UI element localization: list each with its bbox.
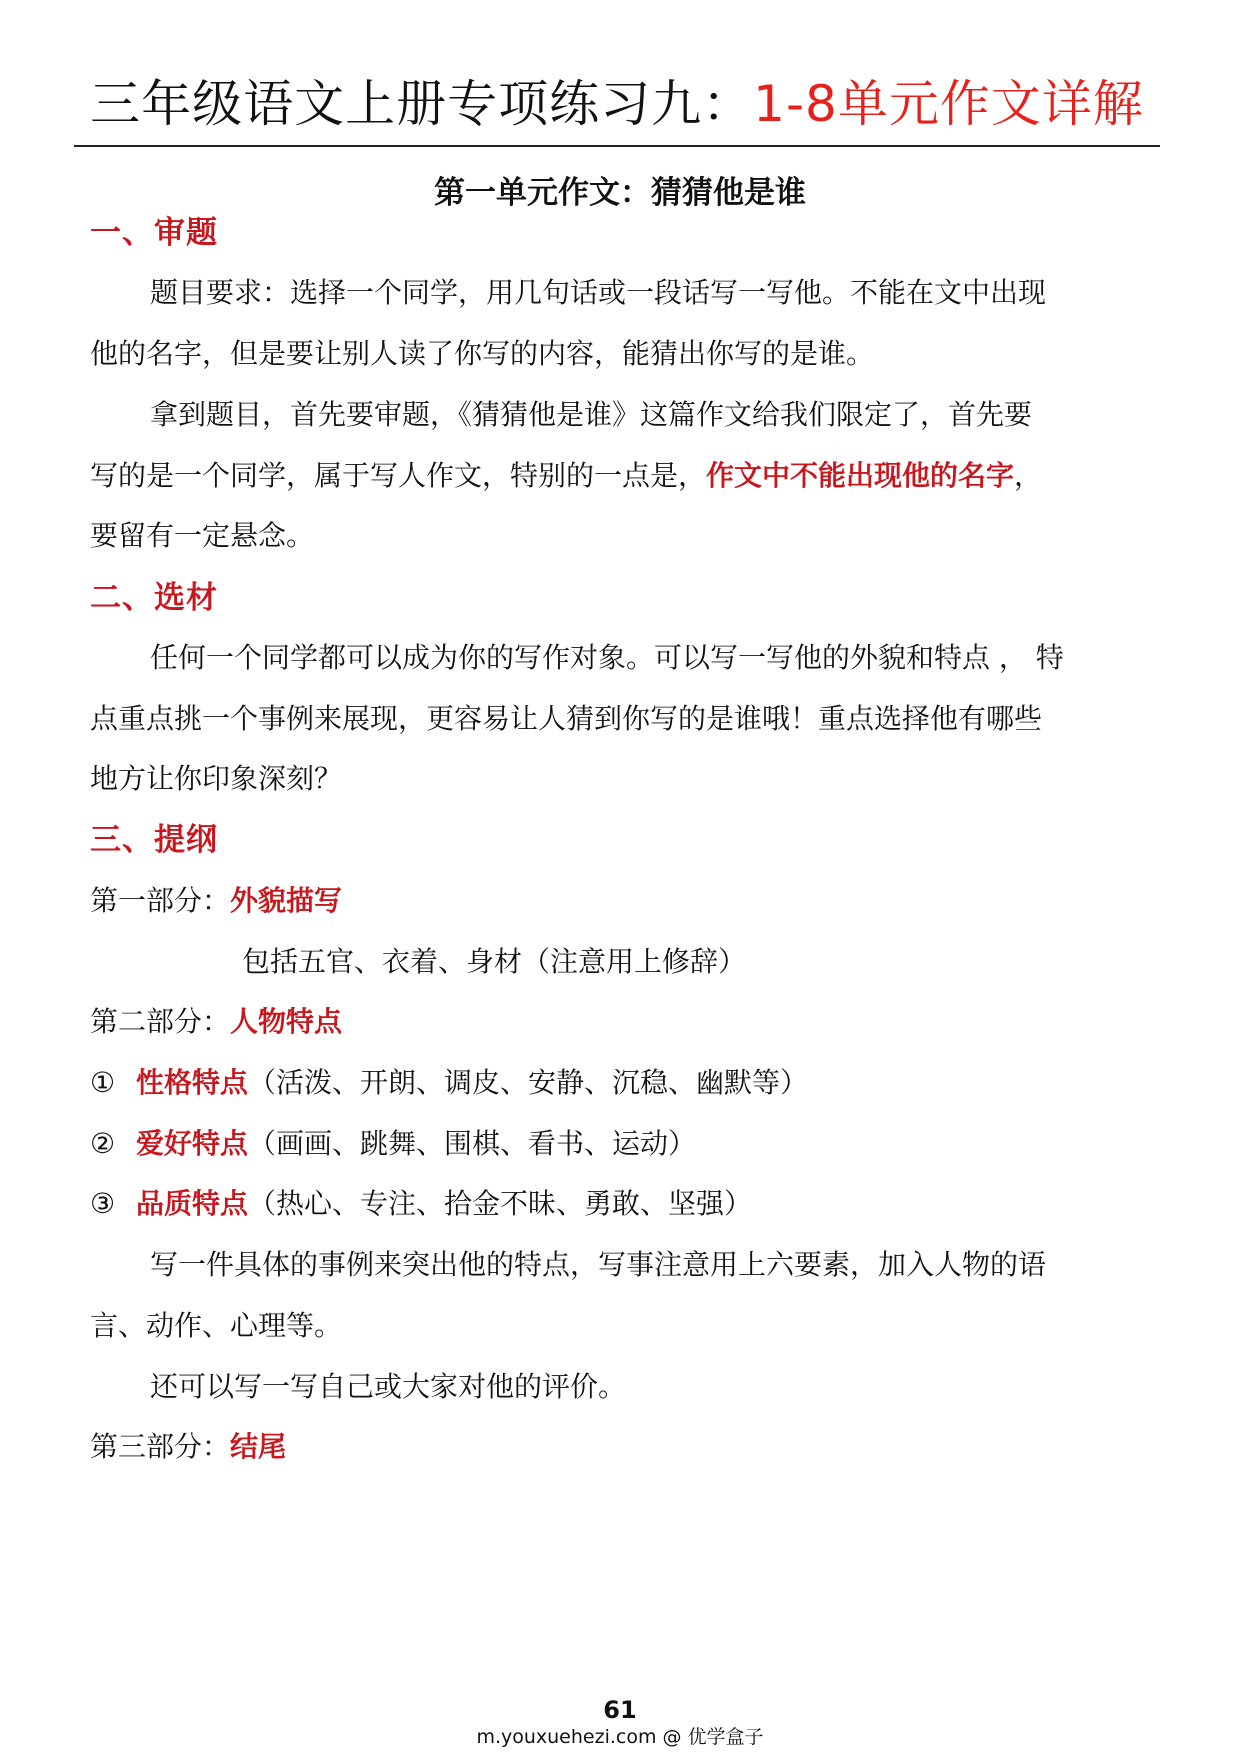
item-detail: （热心、专注、拾金不昧、勇敢、坚强）	[248, 1187, 753, 1220]
item-detail: （画画、跳舞、围棋、看书、运动）	[248, 1127, 697, 1160]
part-label: 第二部分：	[90, 1005, 231, 1038]
page-number: 61	[603, 1696, 637, 1724]
item-title: 品质特点	[136, 1187, 249, 1220]
essay-subtitle: 第一单元作文：猜猜他是谁	[434, 175, 806, 211]
paragraph-line	[90, 451, 1160, 501]
list-item	[90, 1179, 1160, 1229]
item-title: 爱好特点	[136, 1127, 249, 1160]
part-label: 第一部分：	[90, 884, 231, 917]
outline-part-1	[90, 876, 1160, 926]
list-marker: ②	[90, 1127, 116, 1160]
part-title: 人物特点	[230, 1005, 343, 1038]
section-heading-outline: 三、提纲	[90, 822, 218, 858]
title-prefix: 三年级语文上册专项练习九：	[90, 75, 754, 133]
text-run: ，	[1014, 459, 1043, 492]
list-item	[90, 1119, 1160, 1169]
section-heading-review: 一、审题	[90, 215, 218, 251]
paragraph-line: 任何一个同学都可以成为你的写作对象。可以写一写他的外貌和特点 ， 特	[150, 641, 1064, 674]
paragraph-line: 点重点挑一个事例来展现，更容易让人猜到你写的是谁哦！重点选择他有哪些	[90, 702, 1043, 735]
text-run: 写的是一个同学，属于写人作文，特别的一点是，	[90, 459, 707, 492]
list-marker: ③	[90, 1187, 116, 1220]
footer-watermark: m.youxuehezi.com @ 优学盒子	[476, 1726, 764, 1748]
paragraph-line: 还可以写一写自己或大家对他的评价。	[150, 1370, 627, 1403]
paragraph-line: 写一件具体的事例来突出他的特点，写事注意用上六要素，加入人物的语	[150, 1248, 1047, 1281]
part-detail: 包括五官、衣着、身材（注意用上修辞）	[242, 945, 747, 978]
item-detail: （活泼、开朗、调皮、安静、沉稳、幽默等）	[248, 1066, 809, 1099]
paragraph-line: 要留有一定悬念。	[90, 519, 315, 552]
title-underline	[74, 145, 1160, 147]
paragraph-line: 题目要求：选择一个同学，用几句话或一段话写一写他。不能在文中出现	[150, 276, 1047, 309]
paragraph-line: 他的名字，但是要让别人读了你写的内容，能猜出你写的是谁。	[90, 337, 875, 370]
part-title: 外貌描写	[230, 884, 343, 917]
part-title: 结尾	[230, 1430, 287, 1463]
highlighted-text: 作文中不能出现他的名字	[706, 459, 1015, 492]
outline-part-3	[90, 1422, 1160, 1472]
paragraph-line: 地方让你印象深刻？	[90, 762, 343, 795]
section-heading-material: 二、选材	[90, 580, 218, 616]
outline-part-2	[90, 997, 1160, 1047]
paragraph-line: 言、动作、心理等。	[90, 1309, 343, 1342]
list-marker: ①	[90, 1066, 116, 1099]
page-title	[74, 66, 1160, 142]
list-item	[90, 1058, 1160, 1108]
title-highlight: 1-8单元作文详解	[753, 75, 1144, 133]
part-label: 第三部分：	[90, 1430, 231, 1463]
paragraph-line: 拿到题目，首先要审题，《猜猜他是谁》这篇作文给我们限定了，首先要	[150, 398, 1033, 431]
item-title: 性格特点	[136, 1066, 249, 1099]
